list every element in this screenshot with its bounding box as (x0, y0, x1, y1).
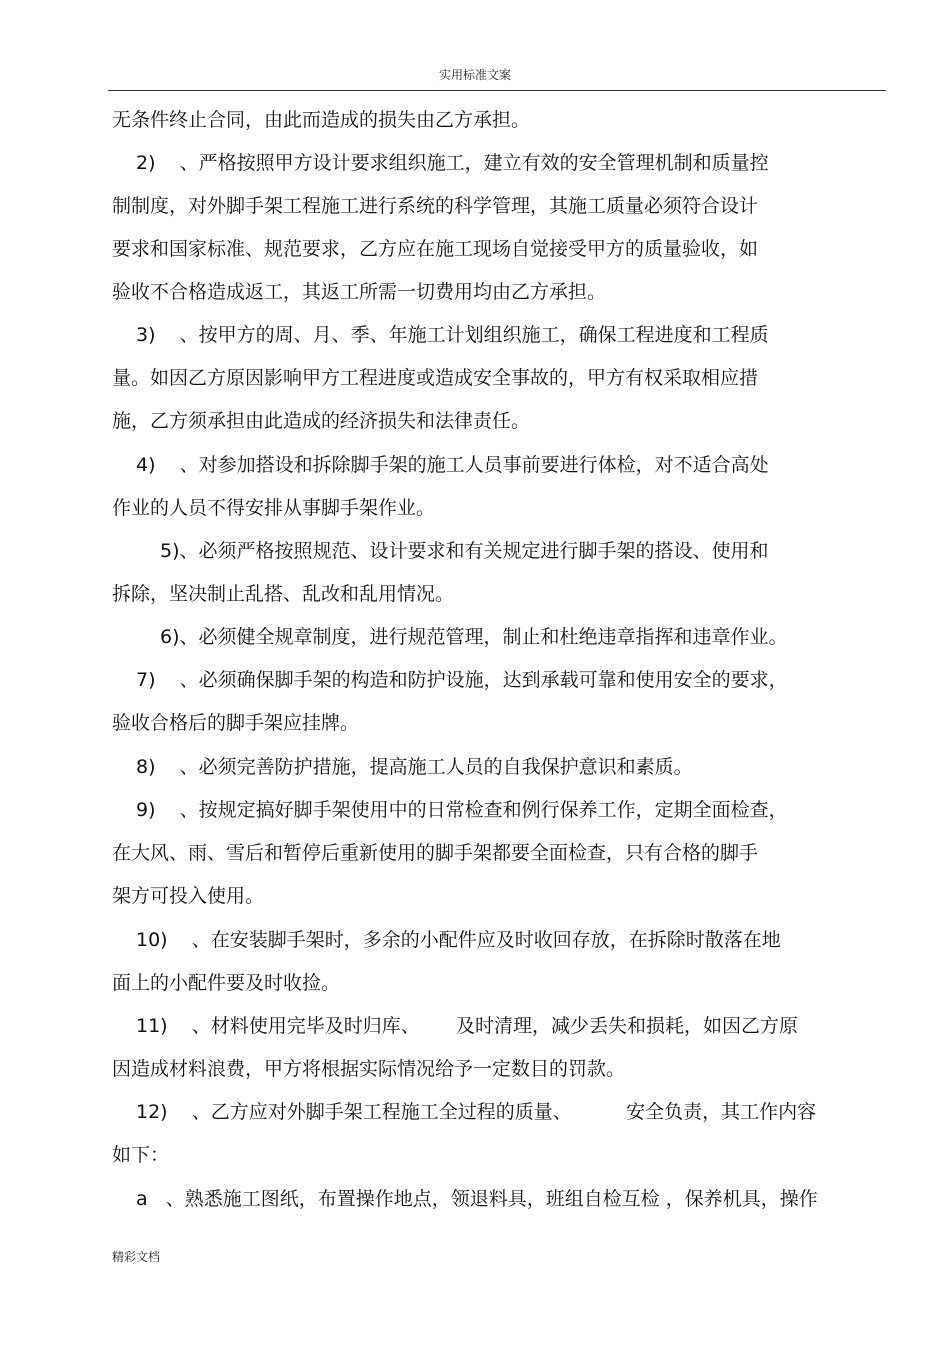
page-footer: 精彩文档 (112, 1250, 161, 1264)
page-header: 实用标准文案 (438, 68, 511, 82)
body-line: 12) 、乙方应对外脚手架工程施工全过程的质量、 安全负责，其工作内容 (136, 1101, 817, 1123)
body-line: 验收合格后的脚手架应挂牌。 (112, 712, 360, 734)
body-line: 11) 、材料使用完毕及时归库、 及时清理，减少丢失和损耗，如因乙方原 (136, 1015, 798, 1037)
body-line: 7) 、必须确保脚手架的构造和防护设施，达到承载可靠和使用安全的要求， (136, 669, 788, 691)
body-line: 4) 、对参加搭设和拆除脚手架的施工人员事前要进行体检，对不适合高处 (136, 454, 769, 476)
body-line: a 、熟悉施工图纸，布置操作地点，领退料具，班组自检互检 ，保养机具，操作 (136, 1188, 818, 1210)
body-line: 9) 、按规定搞好脚手架使用中的日常检查和例行保养工作，定期全面检查， (136, 799, 788, 821)
body-line: 作业的人员不得安排从事脚手架作业。 (112, 497, 436, 519)
header-divider (108, 90, 886, 91)
body-line: 制制度，对外脚手架工程施工进行系统的科学管理，其施工质量必须符合设计 (112, 195, 759, 217)
body-line: 量。如因乙方原因影响甲方工程进度或造成安全事故的，甲方有权采取相应措 (112, 367, 759, 389)
body-line: 如下： (112, 1144, 170, 1166)
body-line: 拆除，坚决制止乱搭、乱改和乱用情况。 (112, 583, 455, 605)
body-line: 验收不合格造成返工，其返工所需一切费用均由乙方承担。 (112, 281, 607, 303)
body-line: 10) 、在安装脚手架时，多余的小配件应及时收回存放，在拆除时散落在地 (136, 929, 781, 951)
body-line: 5)、必须严格按照规范、设计要求和有关规定进行脚手架的搭设、使用和 (160, 540, 769, 562)
body-line: 无条件终止合同，由此而造成的损失由乙方承担。 (112, 109, 531, 131)
body-line: 施，乙方须承担由此造成的经济损失和法律责任。 (112, 410, 531, 432)
body-line: 在大风、雨、雪后和暂停后重新使用的脚手架都要全面检查，只有合格的脚手 (112, 842, 759, 864)
body-line: 因造成材料浪费，甲方将根据实际情况给予一定数目的罚款。 (112, 1058, 626, 1080)
body-line: 6)、必须健全规章制度，进行规范管理，制止和杜绝违章指挥和违章作业。 (160, 626, 788, 648)
body-line: 面上的小配件要及时收捡。 (112, 972, 341, 994)
body-line: 2) 、严格按照甲方设计要求组织施工，建立有效的安全管理机制和质量控 (136, 152, 769, 174)
body-line: 架方可投入使用。 (112, 885, 265, 907)
body-line: 8) 、必须完善防护措施，提高施工人员的自我保护意识和素质。 (136, 756, 693, 778)
body-line: 3) 、按甲方的周、月、季、年施工计划组织施工，确保工程进度和工程质 (136, 324, 769, 346)
body-line: 要求和国家标准、规范要求，乙方应在施工现场自觉接受甲方的质量验收，如 (112, 238, 759, 260)
